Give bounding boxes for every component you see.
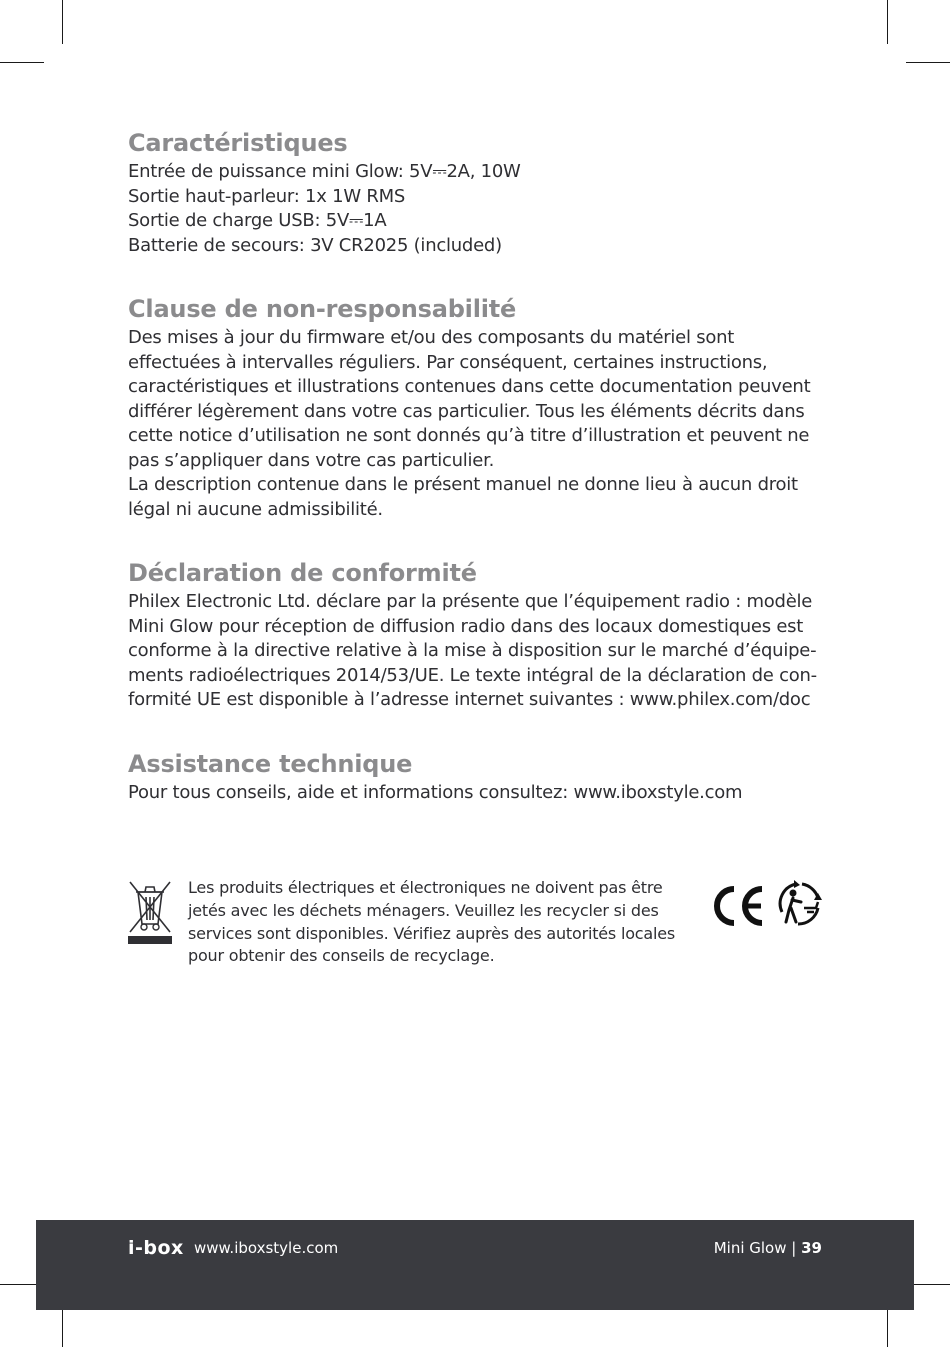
text-line: ments radioélectriques 2014/53/UE. Le texte intégral de la déclaration de con-	[128, 664, 817, 686]
page-content	[128, 128, 828, 833]
text-line: Batterie de secours: 3V CR2025 (included)	[128, 234, 502, 256]
section-heading: Caractéristiques	[128, 129, 348, 157]
product-name: Mini Glow |	[713, 1239, 797, 1257]
section-body	[128, 781, 828, 806]
recycling-text	[188, 877, 688, 968]
text-line: jetés avec les déchets ménagers. Veuillez les recycler si des	[188, 900, 659, 920]
weee-bin-icon	[128, 878, 172, 948]
text-line: caractéristiques et illustrations contenues dans cette documentation peuvent	[128, 376, 811, 397]
text-line: effectuées à intervalles réguliers. Par conséquent, certaines instructions,	[128, 351, 768, 373]
text-line: Sortie de charge USB: 5V⎓1A	[128, 210, 387, 231]
text-line: Philex Electronic Ltd. déclare par la présente que l’équipement radio : modèle	[128, 591, 813, 612]
text-line: Pour tous conseils, aide et informations consultez: www.iboxstyle.com	[128, 781, 743, 803]
section-heading: Clause de non-responsabilité	[128, 295, 517, 323]
section-body	[128, 590, 828, 713]
text-line: services sont disponibles. Vérifiez auprès des autorités locales	[188, 923, 676, 943]
page-number: 39	[801, 1239, 822, 1257]
brand-logo: i-box	[128, 1237, 184, 1259]
crop-mark	[0, 62, 44, 63]
text-line: conforme à la directive relative à la mise à disposition sur le marché d’équipe-	[128, 640, 817, 661]
section-heading: Déclaration de conformité	[128, 559, 477, 587]
footer-website-link[interactable]: www.iboxstyle.com	[194, 1239, 339, 1257]
text-line: Des mises à jour du firmware et/ou des composants du matériel sont	[128, 327, 735, 348]
text-line: cette notice d’utilisation ne sont donnés qu’à titre d’illustration et peuvent ne	[128, 425, 810, 446]
text-line: légal ni aucune admissibilité.	[128, 498, 383, 520]
text-line: Mini Glow pour réception de diffusion radio dans des locaux domestiques est	[128, 615, 804, 637]
section-support	[128, 749, 828, 806]
crop-mark	[887, 0, 888, 44]
text-line: pour obtenir des conseils de recyclage.	[188, 946, 495, 966]
crop-mark	[906, 62, 950, 63]
text-line: Les produits électriques et électroniques ne doivent pas être	[188, 878, 663, 897]
text-line: Sortie haut-parleur: 1x 1W RMS	[128, 185, 406, 207]
text-line: pas s’appliquer dans votre cas particulier.	[128, 449, 495, 471]
triman-icon	[774, 878, 824, 930]
page-label	[714, 1239, 822, 1257]
section-characteristics	[128, 128, 828, 258]
section-body	[128, 160, 828, 258]
text-line: La description contenue dans le présent manuel ne donne lieu à aucun droit	[128, 474, 798, 495]
section-heading: Assistance technique	[128, 749, 413, 778]
section-conformity	[128, 558, 828, 713]
ce-mark-icon	[710, 883, 770, 929]
text-line: différer légèrement dans votre cas particulier. Tous les éléments décrits dans	[128, 400, 805, 422]
recycling-notice	[128, 878, 828, 978]
crop-mark	[62, 0, 63, 44]
section-disclaimer	[128, 294, 828, 522]
text-line: formité UE est disponible à l’adresse internet suivantes : www.philex.com/doc	[128, 689, 811, 710]
page-footer	[36, 1220, 914, 1310]
text-line: Entrée de puissance mini Glow: 5V⎓2A, 10W	[128, 161, 521, 182]
section-body	[128, 326, 828, 522]
